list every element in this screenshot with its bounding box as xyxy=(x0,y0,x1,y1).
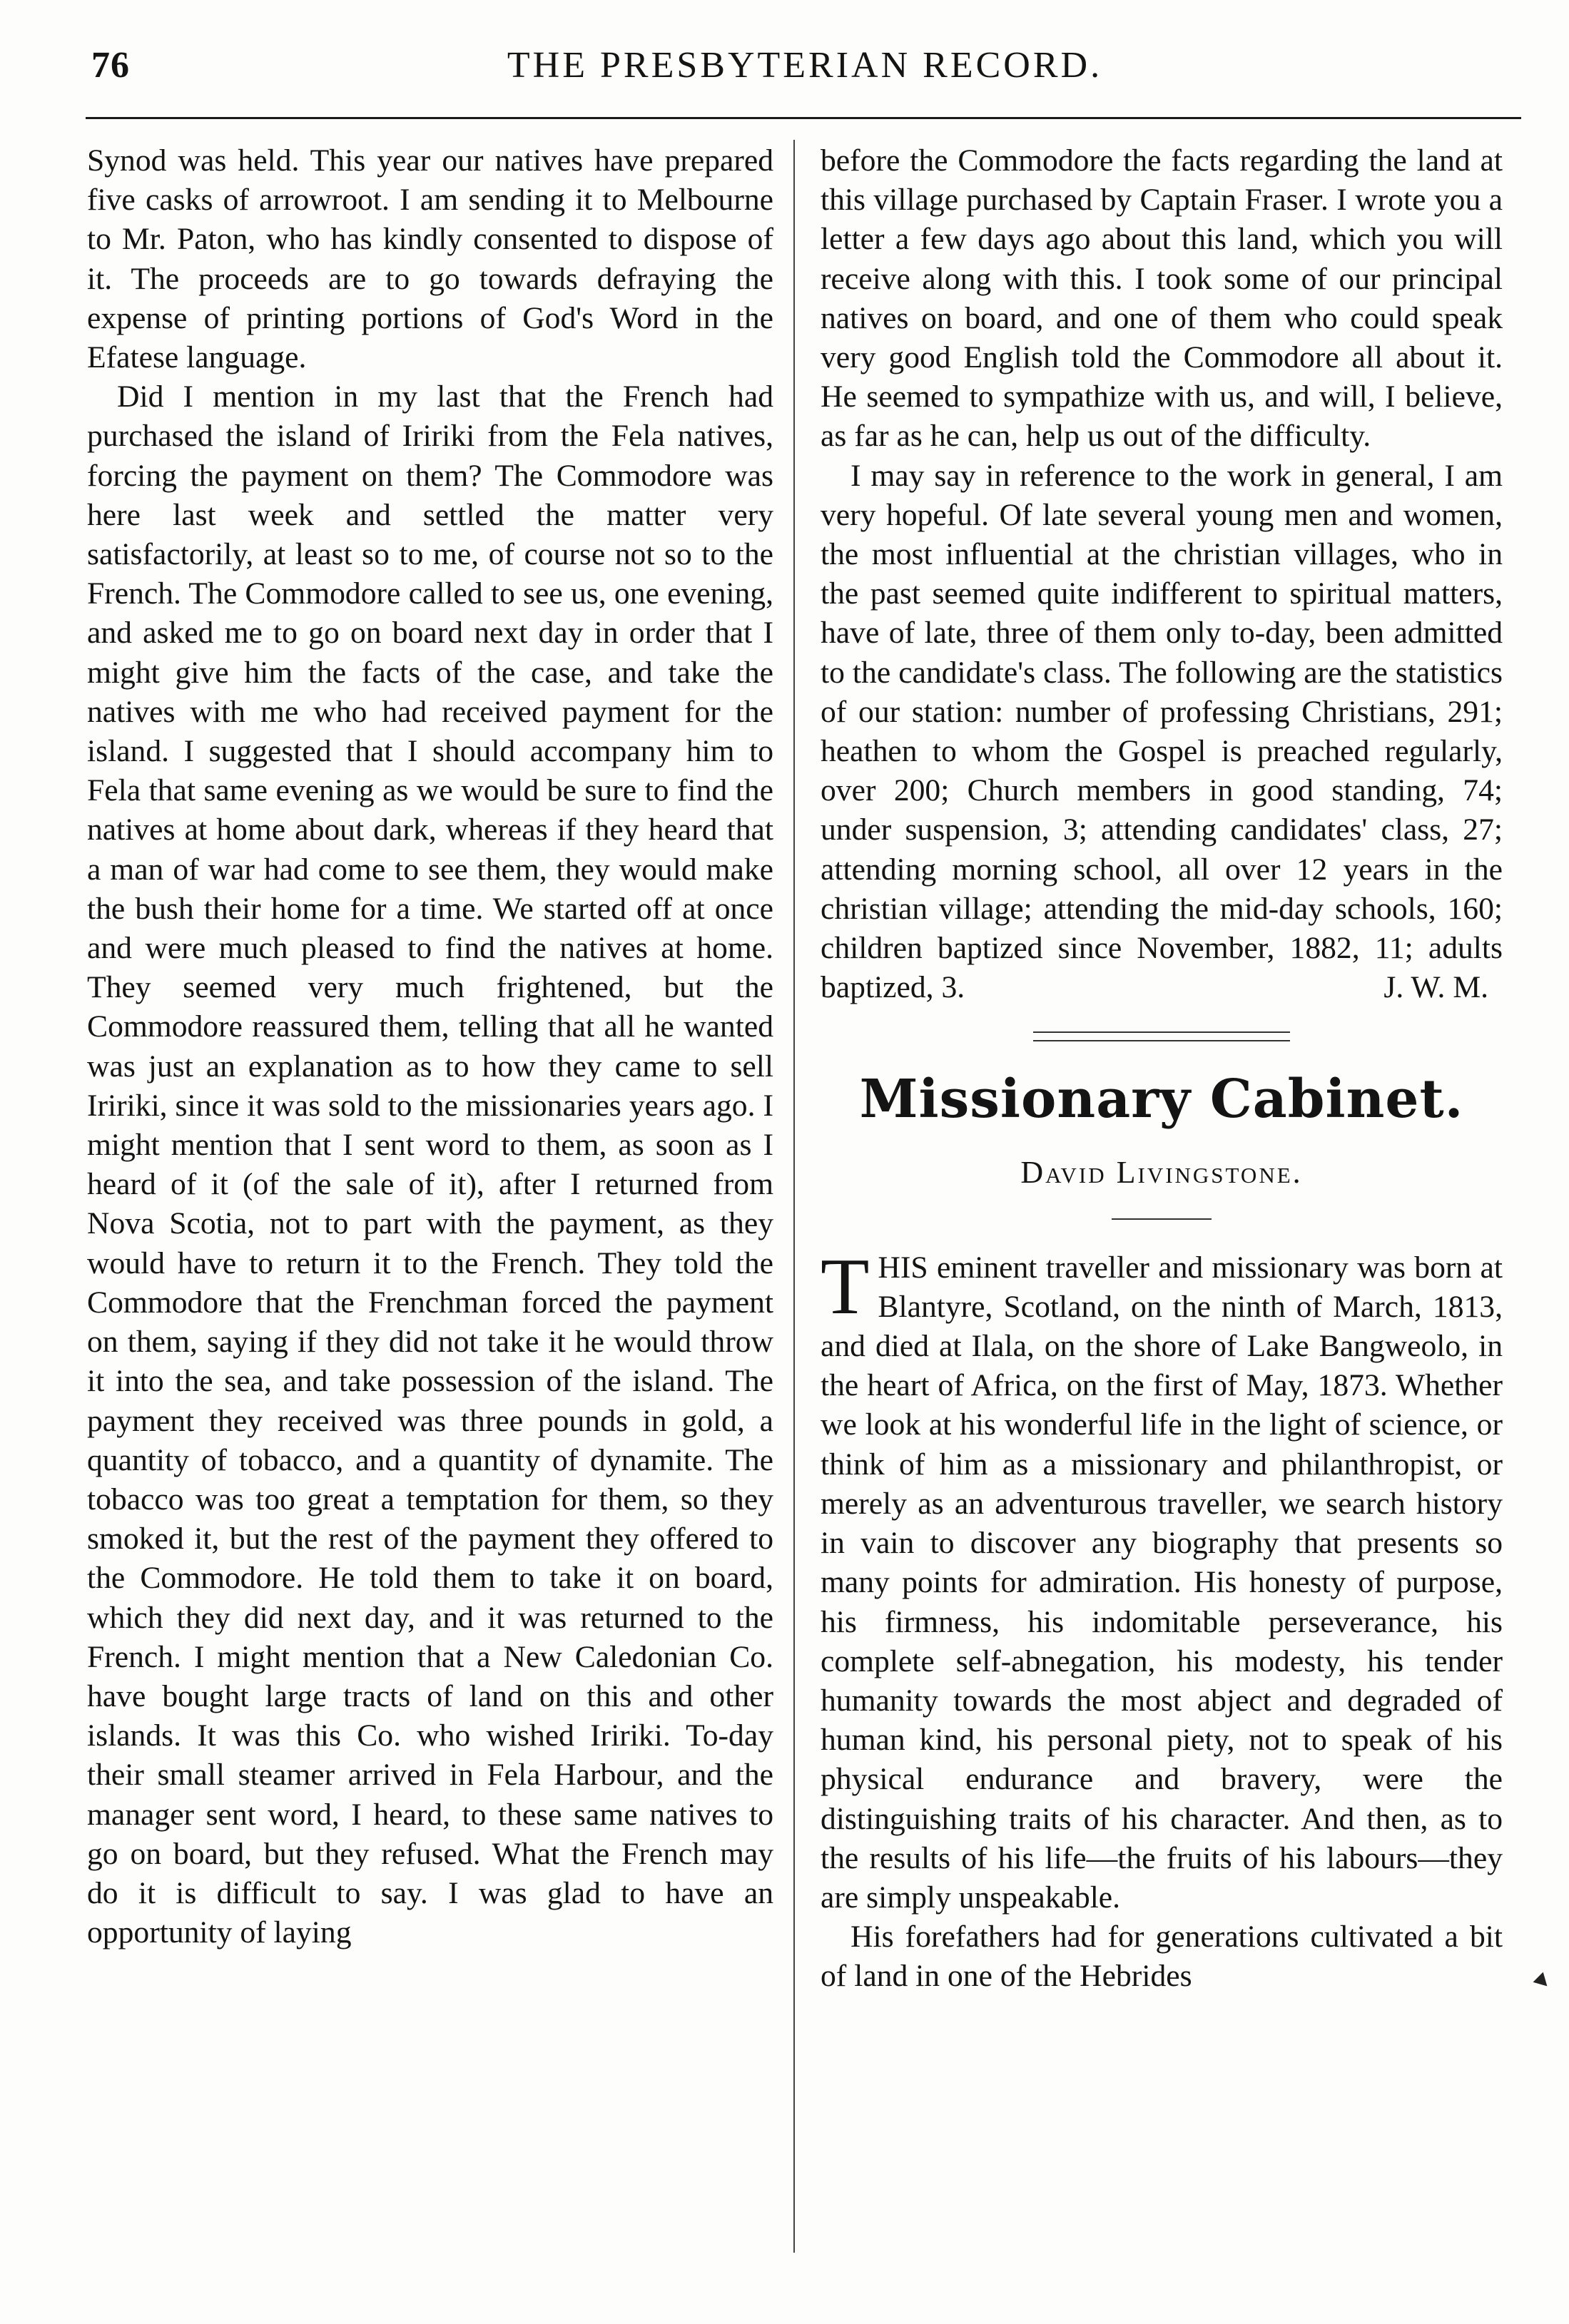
column-divider xyxy=(793,140,795,2253)
article-rule xyxy=(1112,1218,1212,1220)
journal-title: THE PRESBYTERIAN RECORD. xyxy=(507,45,1103,86)
page-number: 76 xyxy=(91,45,130,86)
body-paragraph: Synod was held. This year our natives have prepared five casks of arrowroot. I am sending it to Melbourne to Mr. Paton, who has kindly consented to dispose of it. The proceeds are to go towards defraying the expense of printing portions of God's Word in the Efatese language. xyxy=(87,143,773,375)
header-rule xyxy=(86,117,1521,119)
section-divider xyxy=(1033,1031,1290,1041)
margin-arrow-icon xyxy=(1533,1972,1553,1992)
drop-cap: T xyxy=(821,1242,870,1331)
article-paragraph xyxy=(821,1242,1503,1917)
page-header xyxy=(91,44,1518,94)
article-text: HIS eminent traveller and missionary was born at Blantyre, Scotland, on the ninth of March, 1813, and died at Ilala, on the shore of Lake Bangweolo, in the heart of Africa, on the first of May, 1873. Whether we look at his wonderful life in the light of science, or think of him as a missionary and philanthropist, or merely as an adventurous traveller, we search history in vain to discover any biography that presents so many points for admiration. His honesty of purpose, his firmness, his indomitable perseverance, his complete self-abnegation, his modesty, his tender humanity towards the most abject and degraded of human kind, his personal piety, not to speak of his physical endurance and bravery, were the distinguishing traits of his character. And then, as to the results of his life—the fruits of his labours—they are simply unspeakable. xyxy=(821,1250,1503,1915)
right-column xyxy=(821,141,1503,1997)
section-title: Missionary Cabinet. xyxy=(859,1069,1464,1131)
body-paragraph: Did I mention in my last that the French had purchased the island of Iririki from the Fela natives, forcing the payment on them? The Commodore was here last week and settled the matter very satisfactorily, at least so to me, of course not so to the French. The Commodore called to see us, one evening, and asked me to go on board next day in order that I might give him the facts of the case, and take the natives with me who had received payment for the island. I suggested that I should accompany him to Fela that same evening as we would be sure to find the natives at home about dark, whereas if they heard that a man of war had come to see them, they would make the bush their home for a time. We started off at once and were much pleased to find the natives at home. They seemed very much frightened, but the Commodore reassured them, telling that all he wanted was just an explanation as to how they came to sell Iririki, since it was sold to the missionaries years ago. I might mention that I sent word to them, as soon as I heard of it (of the sale of it), after I returned from Nova Scotia, not to part with the payment, as they would have to return it to the French. They told the Commodore that the Frenchman forced the payment on them, saying if they did not take it he would throw it into the sea, and take possession of the island. The payment they received was three pounds in gold, a quantity of tobacco, and a quantity of dynamite. The tobacco was too great a temptation for them, so they smoked it, but the rest of the payment they offered to the Commodore. He told them to take it on board, which they did next day, and it was returned to the French. I might mention that a New Caledonian Co. have bought large tracts of land on this and other islands. It was this Co. who wished Iririki. To-day their small steamer arrived in Fela Harbour, and the manager sent word, I heard, to these same natives to go on board, but they refused. What the French may do it is difficult to say. I was glad to have an opportunity of laying xyxy=(87,379,773,1950)
article-paragraph: His forefathers had for generations cultivated a bit of land in one of the Hebrides xyxy=(821,1920,1503,1994)
body-paragraph: before the Commodore the facts regarding the land at this village purchased by Captain Fraser. I wrote you a letter a few days ago about this land, which you will receive along with this. I took some of our principal natives on board, and one of them who could speak very good English told the Commodore all about it. He seemed to sympathize with us, and will, I believe, as far as he can, help us out of the difficulty. xyxy=(821,143,1503,454)
left-column xyxy=(87,141,773,1952)
statistics-text: I may say in reference to the work in general, I am very hopeful. Of late several young men and women, the most influential at the christian villages, who in the past seemed quite indifferent to spiritual matters, have of late, three of them only to-day, been admitted to the candidate's class. The following are the statistics of our station: number of professing Christians, 291; heathen to whom the Gospel is preached regularly, over 200; Church members in good standing, 74; under suspension, 3; attending candidates' class, 27; attending morning school, all over 12 years in the christian village; attending the mid-day schools, 160; children baptized since November, 1882, 11; adults baptized, 3. xyxy=(821,458,1503,1005)
body-paragraph xyxy=(821,457,1503,1008)
article-title: David Livingstone. xyxy=(1020,1155,1303,1191)
signature: J. W. M. xyxy=(1383,970,1488,1005)
